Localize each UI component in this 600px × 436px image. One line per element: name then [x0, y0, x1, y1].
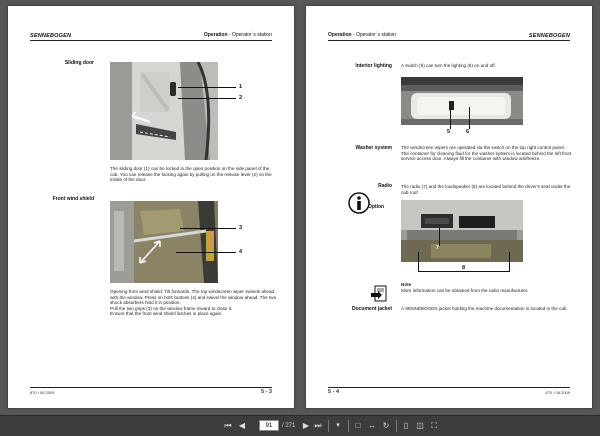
- washer-system-text: The windscreen wipers are operated via the switch on the top right control panel. The container for cleaning fluid for the washer system is located behind the left front service access door. Always fill the container with window antifreeze.: [401, 145, 572, 162]
- section-title-document-jacket: Document jacket: [351, 306, 392, 312]
- interior-lighting-text: A switch (5) can turn the lighting (6) on and off.: [401, 63, 496, 68]
- page-header: [328, 30, 570, 41]
- section-title-radio: Radio: [378, 183, 392, 189]
- sliding-door-text: The sliding door (1) can be locked in the open position on the side panel of the cab. You can release the locking again by pulling on the release lever (2) on the inside of the door.: [110, 166, 272, 183]
- radio-text: The radio (7) and the loudspeaker (8) are located behind the driver's seat under the cab roof.: [401, 184, 571, 195]
- two-page-icon[interactable]: ◫: [416, 421, 424, 430]
- pdf-viewer-toolbar: [0, 415, 600, 436]
- option-label: Option: [368, 204, 385, 210]
- page-number: 5 - 4: [328, 389, 340, 395]
- callout-6: 6: [466, 129, 470, 135]
- callout-4: 4: [239, 249, 243, 255]
- document-page-left: [8, 6, 294, 408]
- note-block: [401, 282, 573, 293]
- sennebogen-logo: SENNEBOGEN: [30, 33, 72, 39]
- document-jacket-icon: [370, 285, 388, 303]
- document-jacket-text: A SENNEBOGEN jacket holding the machine documentation is located in the cab.: [401, 306, 568, 311]
- radio-photo: [401, 200, 523, 262]
- info-option-icon: [348, 192, 388, 216]
- document-page-right: [306, 6, 592, 408]
- page-number: 5 - 3: [260, 389, 272, 395]
- section-title-washer-system: Washer system: [355, 145, 392, 151]
- page-footer: [328, 387, 570, 396]
- callout-5: 5: [447, 129, 451, 135]
- last-page-icon[interactable]: ⏭: [314, 421, 322, 430]
- callout-2: 2: [239, 95, 243, 101]
- fullscreen-icon[interactable]: ⛶: [431, 421, 437, 430]
- fit-page-icon[interactable]: □: [355, 421, 361, 430]
- next-page-icon[interactable]: ▶: [302, 421, 310, 430]
- sennebogen-logo: SENNEBOGEN: [528, 33, 570, 39]
- note-title: Note: [401, 282, 412, 287]
- section-title-interior-lighting: Interior lighting: [355, 63, 392, 69]
- page-header: [30, 30, 272, 41]
- rotate-icon[interactable]: ↻: [382, 421, 390, 430]
- callout-7: 7: [436, 245, 439, 251]
- callout-3: 3: [239, 225, 243, 231]
- note-text: More information can be obtained from the radio manufacturer.: [401, 287, 529, 293]
- header-title: Operation - Operator´s station: [203, 32, 272, 38]
- page-number-input[interactable]: 91: [259, 420, 279, 431]
- page-total-label: / 271: [282, 423, 296, 429]
- section-title-front-wind-shield: Front wind shield: [52, 196, 94, 202]
- fit-width-icon[interactable]: ↔: [368, 421, 376, 430]
- single-page-icon[interactable]: ▯: [403, 421, 409, 430]
- prev-page-icon[interactable]: ◀: [238, 421, 246, 430]
- first-page-icon[interactable]: ⏮: [224, 421, 232, 430]
- callout-1: 1: [239, 84, 243, 90]
- footer-date: 870 / 08.2009: [30, 390, 55, 395]
- header-title: Operation - Operator´s station: [328, 32, 397, 38]
- sliding-door-photo: [110, 62, 218, 160]
- section-title-sliding-door: Sliding door: [64, 60, 94, 66]
- page-footer: [30, 387, 272, 396]
- front-wind-shield-photo: [110, 201, 218, 283]
- footer-date: 870 / 08.2009: [545, 390, 570, 395]
- front-wind-shield-text: Opening front wind shield: Tilt forwards. The top windscreen wiper swivels ahead with the window. Press on both buttons (4) and swivel the window ahead. The two shock absorbers hold it in position. Pull the two grips (3) on the window frame inward to close it. Ensure that the front wind shield latches in place again.: [110, 289, 277, 317]
- interior-lighting-photo: [401, 77, 523, 125]
- zoom-dropdown-icon[interactable]: ▾: [336, 422, 340, 429]
- callout-8: 8: [462, 265, 466, 271]
